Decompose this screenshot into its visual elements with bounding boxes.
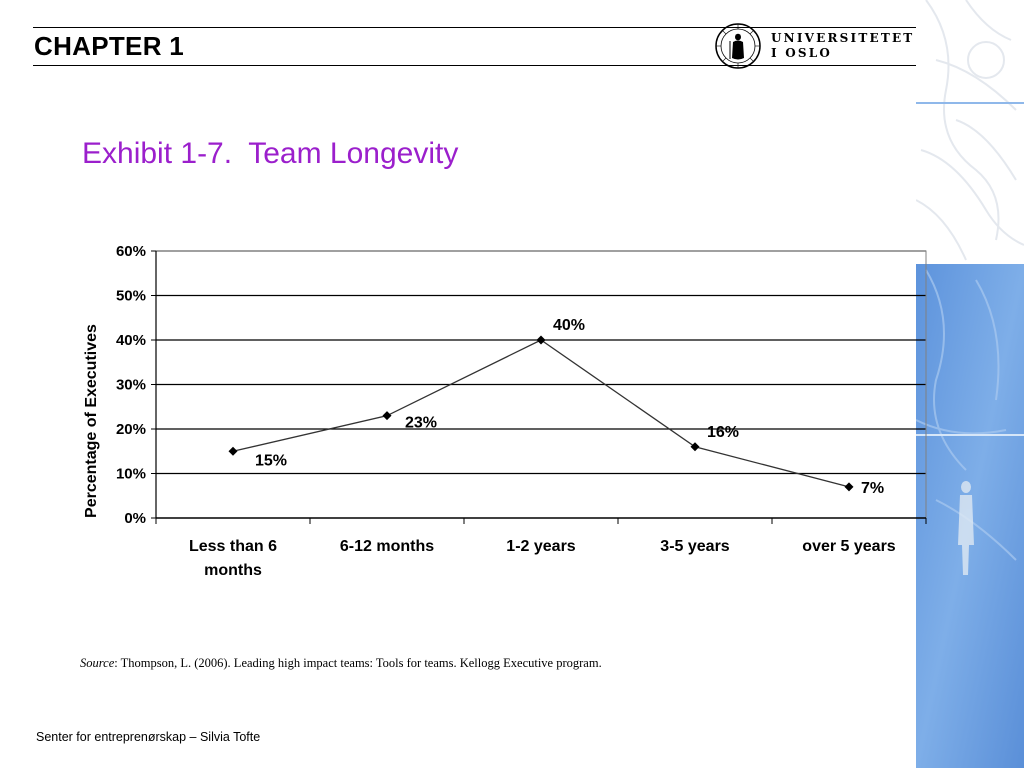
y-tick-label: 20%: [115, 421, 146, 438]
university-seal-icon: [714, 22, 762, 70]
data-labels: [255, 317, 884, 497]
y-tick-label: 10%: [115, 465, 146, 483]
chapter-heading: CHAPTER 1: [34, 31, 185, 61]
header-rule-top: [33, 27, 986, 28]
y-tick-label: 40%: [115, 332, 146, 349]
university-name-line1: UNIVERSITETET: [771, 31, 915, 45]
y-tick-label: 50%: [115, 287, 146, 305]
data-label: 16%: [707, 423, 740, 441]
x-tick-label-line: months: [204, 562, 262, 579]
source-text: : Thompson, L. (2006). Leading high impact teams: Tools for teams. Kellogg Executive program.: [114, 656, 602, 670]
slide-title: Exhibit 1-7. Team Longevity: [82, 137, 459, 170]
x-tick-label: [189, 538, 277, 579]
x-tick-labels: [189, 538, 896, 579]
data-point-marker: [383, 411, 392, 420]
x-tick-label: [660, 538, 729, 555]
data-label: 15%: [255, 452, 288, 470]
x-tick-label: [506, 538, 575, 555]
data-label: 40%: [553, 317, 586, 334]
series-line-layer: [233, 340, 849, 487]
data-label: 23%: [405, 414, 438, 432]
x-tick-label-line: 6-12 months: [339, 538, 435, 555]
y-axis-label: Percentage of Executives: [83, 324, 100, 518]
x-tick-label: [340, 538, 434, 555]
data-point-marker: [845, 482, 854, 491]
university-name: [771, 31, 914, 61]
header-rule-bottom: [33, 65, 986, 66]
y-tick-labels: [116, 243, 146, 527]
gridlines: [156, 251, 926, 474]
university-name-line2: I OSLO: [771, 46, 833, 60]
series-line: [233, 340, 849, 487]
axes: [151, 251, 926, 524]
data-points: [229, 336, 854, 492]
data-label: 7%: [861, 479, 885, 497]
data-point-marker: [691, 442, 700, 451]
footer-text: Senter for entreprenørskap – Silvia Tofte: [36, 730, 261, 744]
x-tick-label: [802, 538, 896, 555]
y-tick-label: 0%: [124, 510, 146, 527]
y-tick-label: 60%: [115, 243, 146, 260]
line-chart: [60, 235, 940, 595]
x-tick-label-line: 3-5 years: [660, 538, 730, 555]
source-label: Source: [80, 656, 115, 670]
x-tick-label-line: 1-2 years: [506, 538, 576, 555]
data-point-marker: [537, 336, 546, 345]
y-tick-label: 30%: [115, 376, 146, 394]
x-tick-label-line: Less than 6: [188, 538, 278, 555]
source-citation: [80, 656, 602, 671]
x-tick-label-line: over 5 years: [802, 538, 896, 555]
data-point-marker: [229, 447, 238, 456]
